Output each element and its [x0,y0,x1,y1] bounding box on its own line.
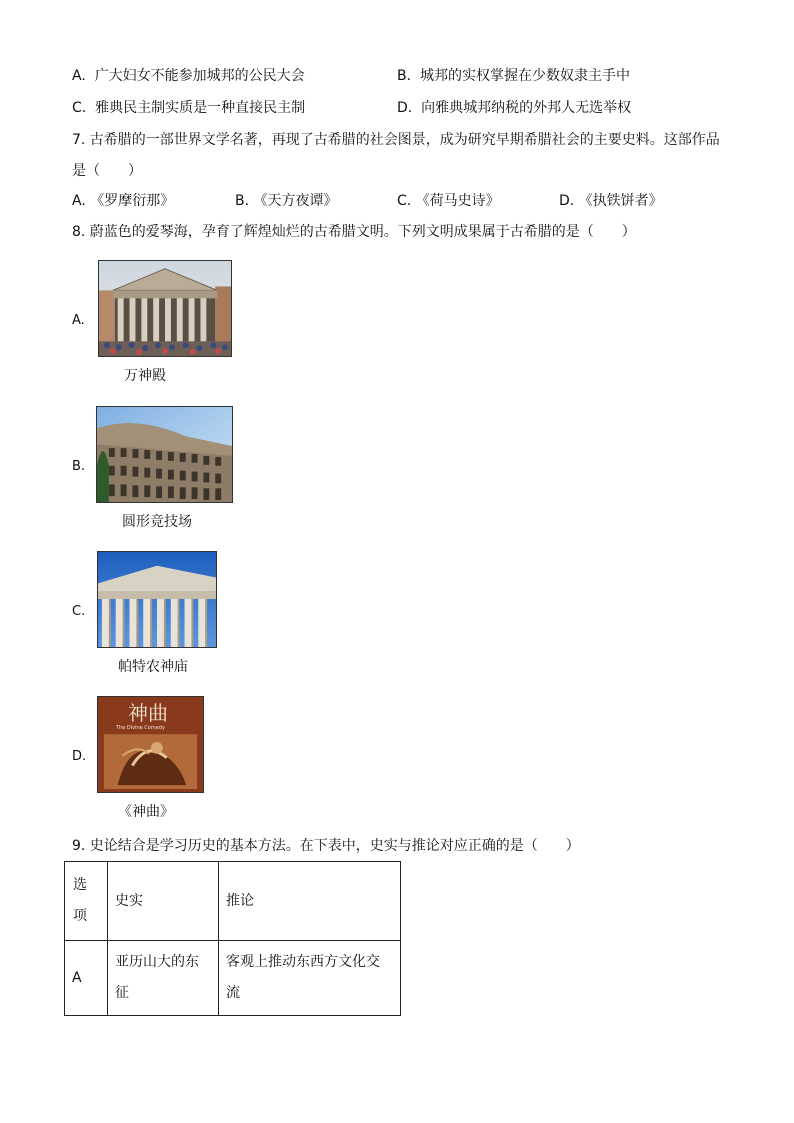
pantheon-image [98,260,232,357]
q7-option-d [559,191,663,211]
q7-option-b [235,191,338,211]
q6-option-d [397,98,631,118]
q6-option-c [72,98,305,118]
option-text: 雅典民主制实质是一种直接民主制 [95,100,306,116]
divine-comedy-cover [97,696,204,793]
q8-option-c-caption: 帕特农神庙 [118,659,188,675]
cover-subtitle: The Divine Comedy [116,725,165,731]
option-letter: C. [397,193,412,209]
cover-title: 神曲 [128,701,168,725]
q8-option-b-caption: 圆形竞技场 [122,514,192,530]
q9-table [64,861,401,1016]
q8-option-d-caption: 《神曲》 [118,804,174,820]
q8-stem: 8. 蔚蓝色的爱琴海，孕育了辉煌灿烂的古希腊文明。下列文明成果属于古希腊的是（ ） [72,224,636,240]
option-letter: A. [72,193,86,209]
q6-option-a [72,66,305,86]
q8-option-a-letter: A. [72,313,85,328]
table-cell: 亚历山大的东征 [108,941,219,1016]
option-text: 《荷马史诗》 [415,193,500,209]
q7-option-c [397,191,500,211]
table-header-row [65,862,401,941]
colosseum-image [96,406,233,503]
table-cell: 客观上推动东西方文化交流 [219,941,401,1016]
q7-stem-line2: 是（ ） [72,163,142,179]
q6-option-b [397,66,630,86]
table-cell: A [65,941,108,1016]
parthenon-image [97,551,217,648]
q7-option-a [72,191,174,211]
option-letter: A. [72,68,86,84]
header-cell: 推论 [219,862,401,941]
q9-stem: 9. 史论结合是学习历史的基本方法。在下表中，史实与推论对应正确的是（ ） [72,838,580,854]
option-letter: B. [235,193,250,209]
option-text: 广大妇女不能参加城邦的公民大会 [94,68,305,84]
option-text: 《执铁饼者》 [578,193,663,209]
header-cell: 史实 [108,862,219,941]
option-text: 《天方夜谭》 [253,193,338,209]
q7-stem-line1: 7. 古希腊的一部世界文学名著，再现了古希腊的社会图景，成为研究早期希腊社会的主要史料。这部作品 [72,132,720,148]
q8-option-d-letter: D. [72,749,87,764]
option-text: 《罗摩衍那》 [90,193,175,209]
option-text: 城邦的实权掌握在少数奴隶主手中 [419,68,630,84]
option-letter: D. [397,100,413,116]
q8-option-c-letter: C. [72,604,86,619]
option-letter: D. [559,193,575,209]
option-text: 向雅典城邦纳税的外邦人无选举权 [421,100,632,116]
table-row [65,941,401,1016]
option-letter: B. [397,68,412,84]
q8-option-b-letter: B. [72,459,86,474]
q8-option-a-caption: 万神殿 [124,368,166,384]
header-cell: 选项 [65,862,108,941]
option-letter: C. [72,100,87,116]
